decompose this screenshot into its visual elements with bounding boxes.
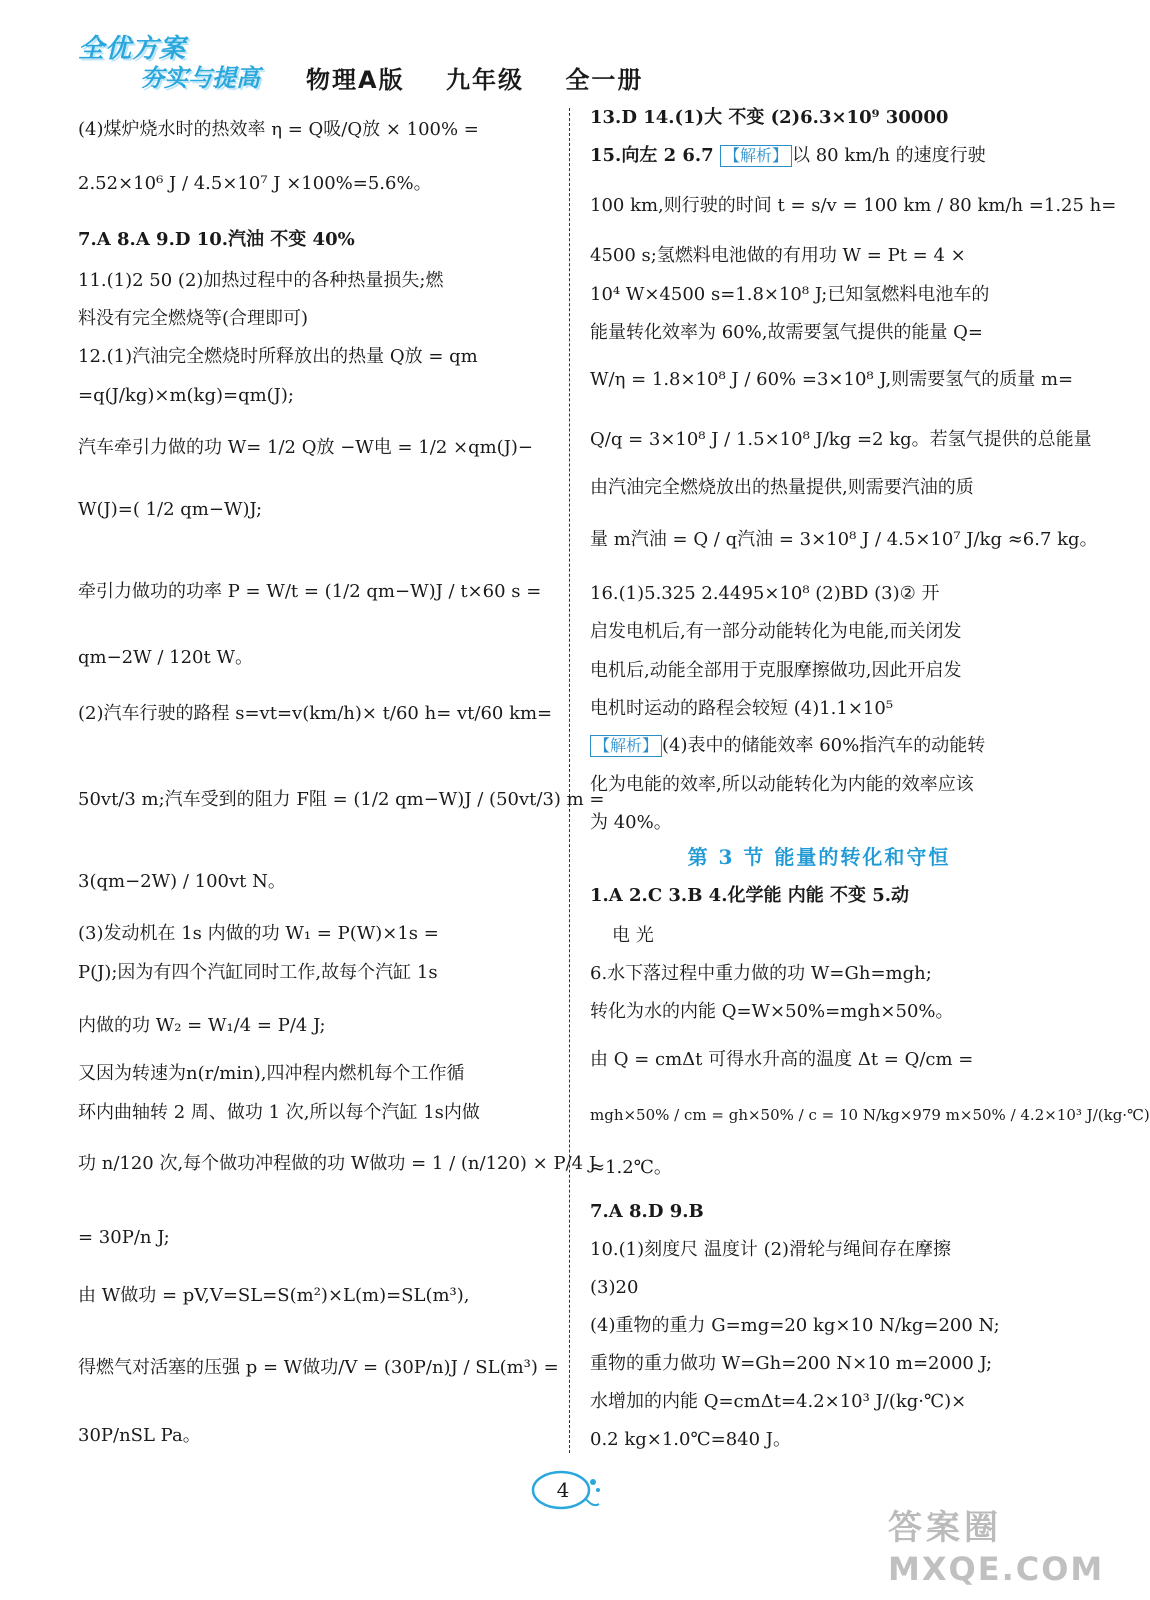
watermark-url: MXQE.COM — [888, 1550, 1105, 1588]
answer-line: 13.D 14.(1)大 不变 (2)6.3×10⁹ 30000 — [590, 107, 949, 128]
answer-line: (4)煤炉烧水时的热效率 η = Q吸/Q放 × 100% = — [78, 119, 479, 140]
answer-line: 50vt/3 m;汽车受到的阻力 F阻 = (1/2 qm−W)J / (50vt/3) m = — [78, 789, 605, 810]
analysis-tag: 【解析】 — [720, 145, 792, 167]
answer-line: 3(qm−2W) / 100vt N。 — [78, 871, 286, 892]
answer-line: 12.(1)汽油完全燃烧时所释放出的热量 Q放 = qm — [78, 346, 478, 367]
answer-text: (4)表中的储能效率 60%指汽车的动能转 — [662, 735, 986, 756]
answer-num: 15.向左 2 6.7 — [590, 145, 720, 166]
answer-line: 又因为转速为n(r/min),四冲程内燃机每个工作循 — [78, 1063, 465, 1084]
answer-line: 7.A 8.A 9.D 10.汽油 不变 40% — [78, 229, 355, 250]
answer-line: 转化为水的内能 Q=W×50%=mgh×50%。 — [590, 1001, 954, 1022]
page-number: 4 — [556, 1478, 570, 1502]
answer-line: 化为电能的效率,所以动能转化为内能的效率应该 — [590, 774, 974, 795]
answer-line — [590, 143, 986, 169]
answer-line: 1.A 2.C 3.B 4.化学能 内能 不变 5.动 — [590, 885, 910, 906]
answer-line: 4500 s;氢燃料电池做的有用功 W = Pt = 4 × — [590, 245, 966, 266]
answer-line: 2.52×10⁶ J / 4.5×10⁷ J ×100%=5.6%。 — [78, 173, 432, 194]
answer-line: 电机时运动的路程会较短 (4)1.1×10⁵ — [590, 698, 894, 719]
answer-line: 16.(1)5.325 2.4495×10⁸ (2)BD (3)② 开 — [590, 583, 940, 604]
answer-line: 牵引力做功的功率 P = W/t = (1/2 qm−W)J / t×60 s = — [78, 581, 542, 602]
answer-line: = 30P/n J; — [78, 1227, 170, 1248]
page-footer — [0, 1460, 1105, 1600]
answer-line: (3)发动机在 1s 内做的功 W₁ = P(W)×1s = — [78, 923, 439, 944]
answer-line: 启发电机后,有一部分动能转化为电能,而关闭发 — [590, 621, 962, 642]
answer-text: 以 80 km/h 的速度行驶 — [791, 145, 986, 166]
answer-line: 由 Q = cmΔt 可得水升高的温度 Δt = Q/cm = — [590, 1049, 974, 1070]
answer-line: 水增加的内能 Q=cmΔt=4.2×10³ J/(kg·℃)× — [590, 1391, 967, 1412]
answer-line: 能量转化效率为 60%,故需要氢气提供的能量 Q= — [590, 322, 984, 343]
answer-line: (2)汽车行驶的路程 s=vt=v(km/h)× t/60 h= vt/60 km= — [78, 703, 553, 724]
answer-line: 100 km,则行驶的时间 t = s/v = 100 km / 80 km/h =1.25 h= — [590, 195, 1117, 216]
analysis-tag: 【解析】 — [590, 735, 662, 757]
answer-line: =q(J/kg)×m(kg)=qm(J); — [78, 385, 294, 406]
answer-line: 由汽油完全燃烧放出的热量提供,则需要汽油的质 — [590, 477, 974, 498]
answer-line: 30P/nSL Pa。 — [78, 1425, 201, 1446]
answer-line: (4)重物的重力 G=mg=20 kg×10 N/kg=200 N; — [590, 1315, 1000, 1336]
answer-line: 由 W做功 = pV,V=SL=S(m²)×L(m)=SL(m³), — [78, 1285, 470, 1306]
logo-line2: 夯实与提高 — [140, 64, 260, 92]
answer-line: 料没有完全燃烧等(合理即可) — [78, 308, 309, 329]
column-divider — [569, 108, 570, 1453]
answer-line: mgh×50% / cm = gh×50% / c = 10 N/kg×979 m×50% / 4.2×10³ J/(kg·℃) — [590, 1106, 1150, 1124]
answer-line: 0.2 kg×1.0℃=840 J。 — [590, 1429, 791, 1450]
answer-line: qm−2W / 120t W。 — [78, 647, 253, 668]
answer-line: W(J)=( 1/2 qm−W)J; — [78, 499, 263, 520]
answer-line: 电机后,动能全部用于克服摩擦做功,因此开启发 — [590, 660, 962, 681]
answer-line: 10.(1)刻度尺 温度计 (2)滑轮与绳间存在摩擦 — [590, 1239, 952, 1260]
answer-line: 汽车牵引力做的功 W= 1/2 Q放 −W电 = 1/2 ×qm(J)− — [78, 437, 534, 458]
answer-line: 功 n/120 次,每个做功冲程做的功 W做功 = 1 / (n/120) × P/4 J — [78, 1153, 597, 1174]
answer-line: 量 m汽油 = Q / q汽油 = 3×10⁸ J / 4.5×10⁷ J/kg ≈6.7 kg。 — [590, 529, 1098, 550]
page-header — [0, 0, 1081, 105]
answer-line: 11.(1)2 50 (2)加热过程中的各种热量损失;燃 — [78, 270, 444, 291]
logo-line1: 全优方案 — [78, 34, 187, 64]
answer-line: 得燃气对活塞的压强 p = W做功/V = (30P/n)J / SL(m³) = — [78, 1357, 559, 1378]
answer-line: 6.水下落过程中重力做的功 W=Gh=mgh; — [590, 963, 932, 984]
answer-line: 电 光 — [612, 925, 654, 946]
answer-line: 重物的重力做功 W=Gh=200 N×10 m=2000 J; — [590, 1353, 993, 1374]
section-title: 第 3 节 能量的转化和守恒 — [687, 845, 951, 869]
answer-line — [590, 733, 985, 759]
watermark-text: 答案圈 — [888, 1508, 1002, 1548]
answer-line: 内做的功 W₂ = W₁/4 = P/4 J; — [78, 1015, 326, 1036]
header-title: 物理A版 九年级 全一册 — [306, 66, 644, 94]
brand-logo — [78, 28, 278, 100]
answer-line: P(J);因为有四个汽缸同时工作,故每个汽缸 1s — [78, 962, 438, 983]
answer-line: Q/q = 3×10⁸ J / 1.5×10⁸ J/kg =2 kg。若氢气提供的总能量 — [590, 429, 1092, 450]
answer-line: 7.A 8.D 9.B — [590, 1201, 704, 1222]
answer-line: W/η = 1.8×10⁸ J / 60% =3×10⁸ J,则需要氢气的质量 m= — [590, 369, 1074, 390]
answer-line: 环内曲轴转 2 周、做功 1 次,所以每个汽缸 1s内做 — [78, 1102, 480, 1123]
answer-line: ≈1.2℃。 — [590, 1157, 672, 1178]
answer-line: 10⁴ W×4500 s=1.8×10⁸ J;已知氢燃料电池车的 — [590, 284, 990, 305]
answer-line: (3)20 — [590, 1277, 639, 1298]
answer-line: 为 40%。 — [590, 812, 672, 833]
